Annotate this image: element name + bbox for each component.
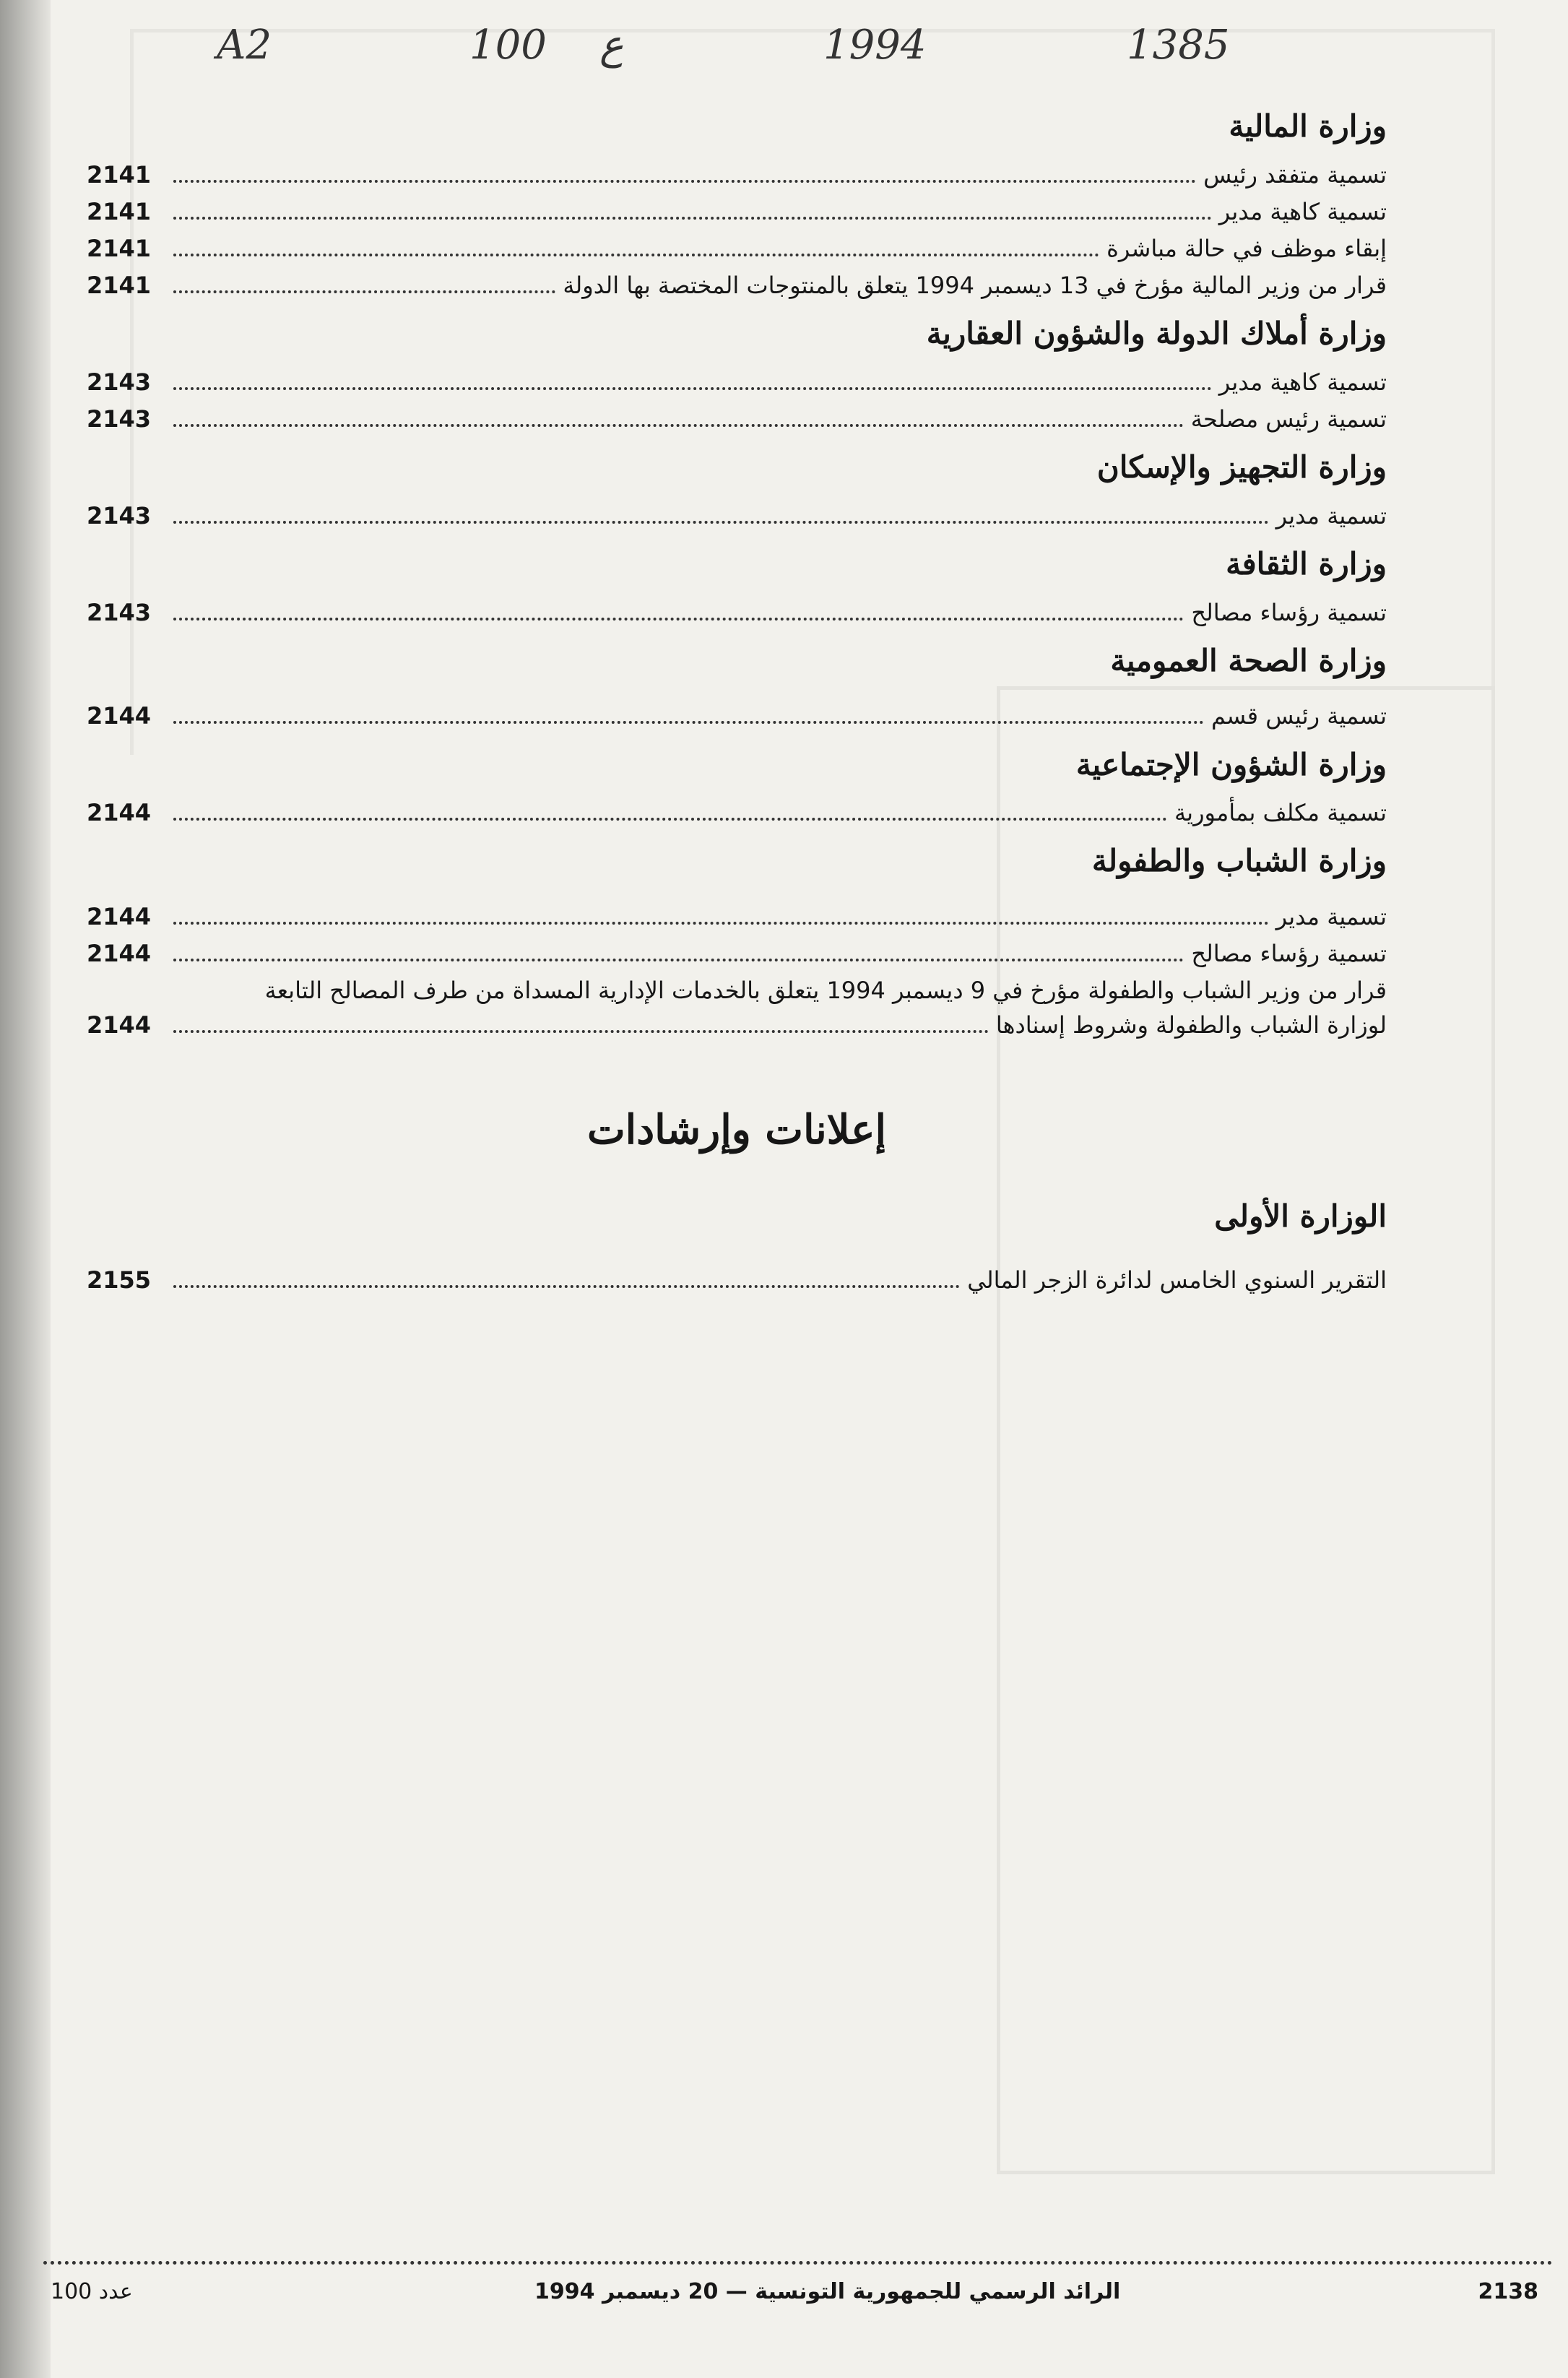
dot-leader [173, 922, 1269, 925]
toc-section [87, 448, 1387, 532]
handwritten-note-5: 1385 [1127, 22, 1230, 69]
entry-page: 2155 [87, 1266, 152, 1294]
entry-label: تسمية رؤساء مصالح [1191, 940, 1387, 968]
section-title: وزارة التجهيز والإسكان [1096, 449, 1387, 485]
toc-section [87, 745, 1387, 829]
footer-publication: الرائد الرسمي للجمهورية التونسية — 20 ديسمبر 1994 [534, 2279, 1121, 2304]
toc-entry[interactable] [87, 797, 1387, 829]
toc-entry[interactable] [87, 501, 1387, 532]
entry-page: 2141 [87, 272, 152, 300]
section-title: وزارة الشباب والطفولة [1091, 843, 1387, 879]
announcements-heading: إعلانات وإرشادات [586, 1105, 887, 1154]
entry-page: 2144 [87, 1011, 152, 1039]
footer-issue: عدد 100 [51, 2279, 133, 2304]
entry-page: 2144 [87, 702, 152, 730]
entry-label: تسمية رئيس مصلحة [1190, 405, 1387, 433]
dot-leader [173, 818, 1167, 821]
section-title: وزارة الشؤون الإجتماعية [1075, 746, 1387, 782]
toc-entry[interactable] [87, 196, 1387, 228]
entry-page: 2143 [87, 501, 152, 529]
entry-label: تسمية رؤساء مصالح [1191, 598, 1387, 626]
toc-entry[interactable] [87, 1265, 1387, 1296]
entry-label: تسمية رئيس قسم [1210, 702, 1387, 730]
entry-label: تسمية كاهية مدير [1218, 197, 1387, 225]
entry-page: 2144 [87, 799, 152, 827]
dot-leader [173, 217, 1212, 220]
handwritten-note-1: A2 [217, 22, 272, 69]
dot-leader [173, 254, 1099, 256]
section-title: وزارة أملاك الدولة والشؤون العقارية [926, 316, 1387, 352]
toc-entry[interactable] [87, 233, 1387, 264]
entry-page: 2143 [87, 368, 152, 396]
toc-section [87, 641, 1387, 732]
entry-page: 2143 [87, 405, 152, 433]
toc-section [87, 545, 1387, 628]
entry-label: تسمية كاهية مدير [1218, 368, 1387, 396]
section-title: وزارة الصحة العمومية [1110, 642, 1387, 678]
entry-page: 2141 [87, 197, 152, 225]
toc-entry[interactable] [87, 367, 1387, 398]
entry-page: 2144 [87, 903, 152, 931]
dot-leader [173, 618, 1184, 621]
toc-section [87, 1197, 1387, 1297]
dot-leader [173, 290, 555, 293]
entry-line2 [87, 1010, 1387, 1041]
entry-page: 2144 [87, 940, 152, 968]
entry-label: التقرير السنوي الخامس لدائرة الزجر المالي [967, 1266, 1387, 1294]
entry-label: تسمية مدير [1275, 903, 1387, 931]
entry-label: إبقاء موظف في حالة مباشرة [1106, 234, 1387, 262]
entry-page: 2141 [87, 160, 152, 189]
toc-entry[interactable] [87, 270, 1387, 301]
toc-section [87, 314, 1387, 435]
page-footer [43, 2261, 1553, 2315]
dot-leader [173, 387, 1212, 390]
entry-label: قرار من وزير المالية مؤرخ في 13 ديسمبر 1994 يتعلق بالمنتوجات المختصة بها الدولة [563, 272, 1387, 300]
footer-page-number: 2138 [1478, 2279, 1538, 2304]
table-of-contents [87, 94, 1387, 1302]
section-title: وزارة المالية [1229, 108, 1387, 144]
entry-page: 2141 [87, 234, 152, 262]
entry-label: تسمية مدير [1275, 501, 1387, 529]
handwritten-note-4: 1994 [823, 22, 927, 69]
toc-entry[interactable] [87, 160, 1387, 191]
dot-leader [173, 180, 1196, 183]
dot-leader [173, 521, 1269, 524]
toc-entry[interactable] [87, 597, 1387, 628]
handwritten-note-3: ع [599, 22, 624, 69]
entry-label-line1: قرار من وزير الشباب والطفولة مؤرخ في 9 ديسمبر 1994 يتعلق بالخدمات الإدارية المسداة من طرف المصالح التابعة [264, 977, 1387, 1005]
page-edge-shadow [0, 0, 51, 2378]
section-title: الوزارة الأولى [1214, 1198, 1387, 1234]
dot-leader [173, 1285, 960, 1288]
handwritten-note-2: 100 [469, 22, 547, 69]
toc-entry[interactable] [87, 404, 1387, 435]
entry-label: تسمية مكلف بمأمورية [1174, 799, 1387, 827]
toc-entry[interactable] [87, 902, 1387, 933]
dot-leader [173, 424, 1184, 427]
toc-entry-multiline[interactable] [87, 975, 1387, 1040]
dot-leader [173, 721, 1204, 724]
entry-page: 2143 [87, 598, 152, 626]
entry-label: تسمية متفقد رئيس [1203, 160, 1387, 189]
dot-leader [173, 959, 1184, 961]
toc-section [87, 842, 1387, 1040]
section-title: وزارة الثقافة [1226, 546, 1387, 582]
entry-label-line2: لوزارة الشباب والطفولة وشروط إسنادها [995, 1011, 1387, 1039]
toc-section [87, 107, 1387, 301]
dot-leader [173, 1030, 989, 1033]
toc-entry[interactable] [87, 938, 1387, 969]
toc-entry[interactable] [87, 701, 1387, 732]
